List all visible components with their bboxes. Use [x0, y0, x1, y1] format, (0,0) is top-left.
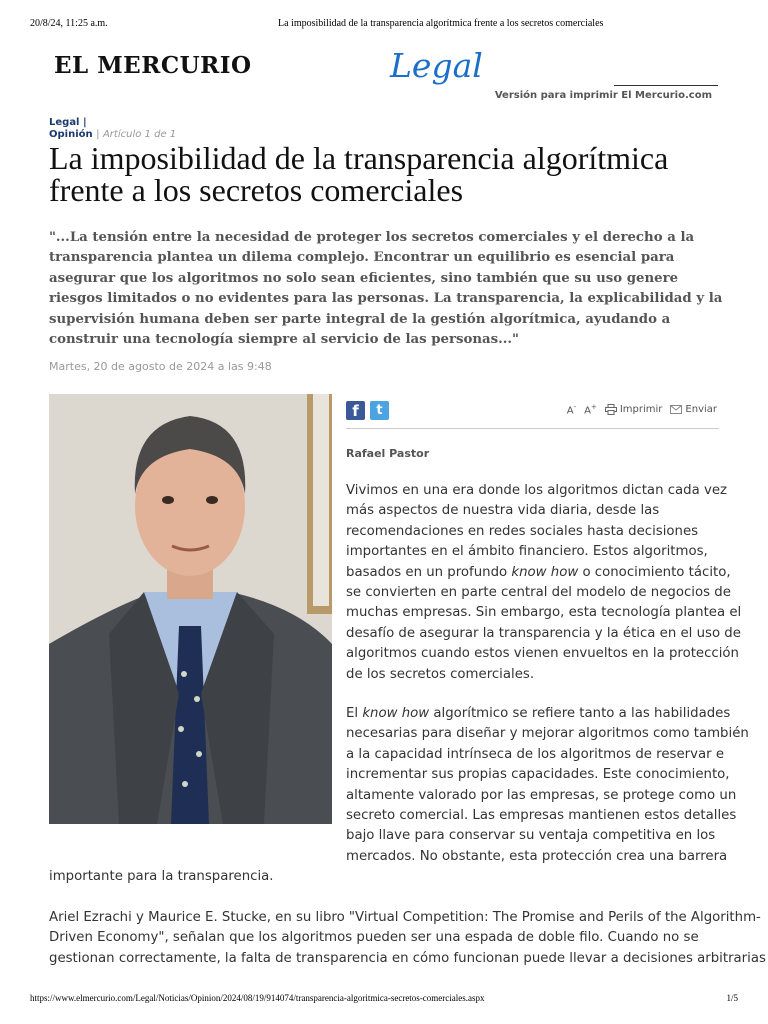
font-smaller-button[interactable]: A- — [566, 403, 577, 417]
paragraph-line: algoritmos cuando estos vienen envueltos en la protección — [346, 646, 739, 662]
el-mercurio-logo[interactable]: EL MERCURIO — [54, 52, 252, 79]
paragraph-line: desafío de asegurar la transparencia y la ética en el uso de — [346, 625, 741, 641]
twitter-share-icon[interactable]: t — [370, 401, 389, 420]
article-count: Artículo 1 de 1 — [102, 129, 177, 140]
article-paragraph-1 — [346, 481, 742, 685]
paragraph-line: se convierten en parte central del modelo de negocios de — [346, 585, 731, 601]
paragraph-line: altamente valorado por las empresas, se protege como un — [346, 787, 737, 803]
font-larger-button[interactable]: A+ — [584, 403, 597, 417]
paragraph-line: muchas empresas. Sin embargo, esta tecnología plantea el — [346, 605, 742, 621]
paragraph-line: de los secretos comerciales. — [346, 666, 535, 682]
send-button[interactable]: Enviar — [670, 404, 717, 415]
breadcrumb-legal[interactable]: Legal | — [49, 117, 87, 128]
header-divider — [614, 85, 718, 86]
paragraph-line: secreto comercial. Las empresas mantienen estos detalles — [346, 808, 737, 824]
print-page-title: La imposibilidad de la transparencia algorítmica frente a los secretos comerciales — [278, 18, 604, 29]
article-title: La imposibilidad de la transparencia algorítmica frente a los secretos comerciales — [49, 140, 669, 208]
article-paragraph-3 — [49, 908, 766, 969]
share-toolbar — [346, 394, 719, 429]
breadcrumb-opinion[interactable]: Opinión — [49, 129, 93, 140]
print-url: https://www.elmercurio.com/Legal/Noticias/Opinion/2024/08/19/914074/transparencia-algoritmica-secretos-comerciales.aspx — [30, 993, 485, 1003]
article-lead: "...La tensión entre la necesidad de proteger los secretos comerciales y el derecho a la transparencia plantea un dilema complejo. Encontrar un equilibrio es esencial para asegurar que los algoritmos no solo sean eficientes, sino también que su uso genere riesgos limitados o no evidentes para las personas. La transparencia, la explicabilidad y la supervisión humana deben ser parte integral de la gestión algorítmica, ayudando a construir una tecnología siempre al servicio de las personas..." — [49, 230, 723, 348]
envelope-icon — [670, 405, 682, 414]
print-button[interactable]: Imprimir — [605, 404, 663, 415]
print-datetime: 20/8/24, 11:25 a.m. — [30, 18, 108, 29]
paragraph-line: mercados. No obstante, esta protección crea una barrera — [346, 848, 728, 864]
paragraph-line: necesarias para diseñar y mejorar algoritmos como también — [346, 726, 749, 742]
paragraph-line: gestionan correctamente, la falta de transparencia en cómo funcionan puede llevar a decisiones arbitrarias — [49, 950, 766, 966]
article-paragraph-2-tail: importante para la transparencia. — [49, 869, 274, 884]
paragraph-line: Ariel Ezrachi y Maurice E. Stucke, en su libro "Virtual Competition: The Promise and Perils of the Algorithm- — [49, 910, 761, 925]
article-paragraph-2 — [346, 704, 749, 867]
article-author: Rafael Pastor — [346, 447, 430, 460]
breadcrumb — [49, 129, 176, 140]
paragraph-line: Vivimos en una era donde los algoritmos dictan cada vez — [346, 483, 728, 498]
printer-icon — [605, 404, 617, 415]
paragraph-line: El know how algorítmico se refiere tanto a las habilidades — [346, 706, 731, 721]
breadcrumb-separator: | — [96, 129, 100, 140]
breadcrumb-section[interactable] — [49, 117, 87, 128]
paragraph-line: importantes en el ámbito financiero. Estos algoritmos, — [346, 544, 708, 560]
facebook-share-icon[interactable]: f — [346, 401, 365, 420]
print-version-link[interactable]: Versión para imprimir El Mercurio.com — [494, 90, 712, 101]
paragraph-line: basados en un profundo know how o conocimiento tácito, — [346, 564, 731, 580]
print-footer — [30, 993, 738, 1003]
article-tools — [567, 403, 717, 416]
paragraph-line: bajo llave para conservar su ventaja competitiva en los — [346, 828, 716, 844]
legal-section-logo[interactable]: Legal — [390, 46, 483, 85]
author-photo — [49, 394, 332, 824]
paragraph-line: a la capacidad intrínseca de los algoritmos de reservar e — [346, 746, 725, 762]
paragraph-line: más aspectos de nuestra vida diaria, desde las — [346, 503, 660, 519]
paragraph-line: Driven Economy", señalan que los algoritmos pueden ser una espada de doble filo. Cuando no se — [49, 930, 699, 946]
author-photo-illustration — [49, 394, 332, 824]
paragraph-line: recomendaciones en redes sociales hasta decisiones — [346, 523, 699, 539]
paragraph-line: incrementar sus propias capacidades. Este conocimiento, — [346, 767, 730, 783]
article-date: Martes, 20 de agosto de 2024 a las 9:48 — [49, 360, 272, 373]
print-page-number: 1/5 — [726, 993, 738, 1003]
